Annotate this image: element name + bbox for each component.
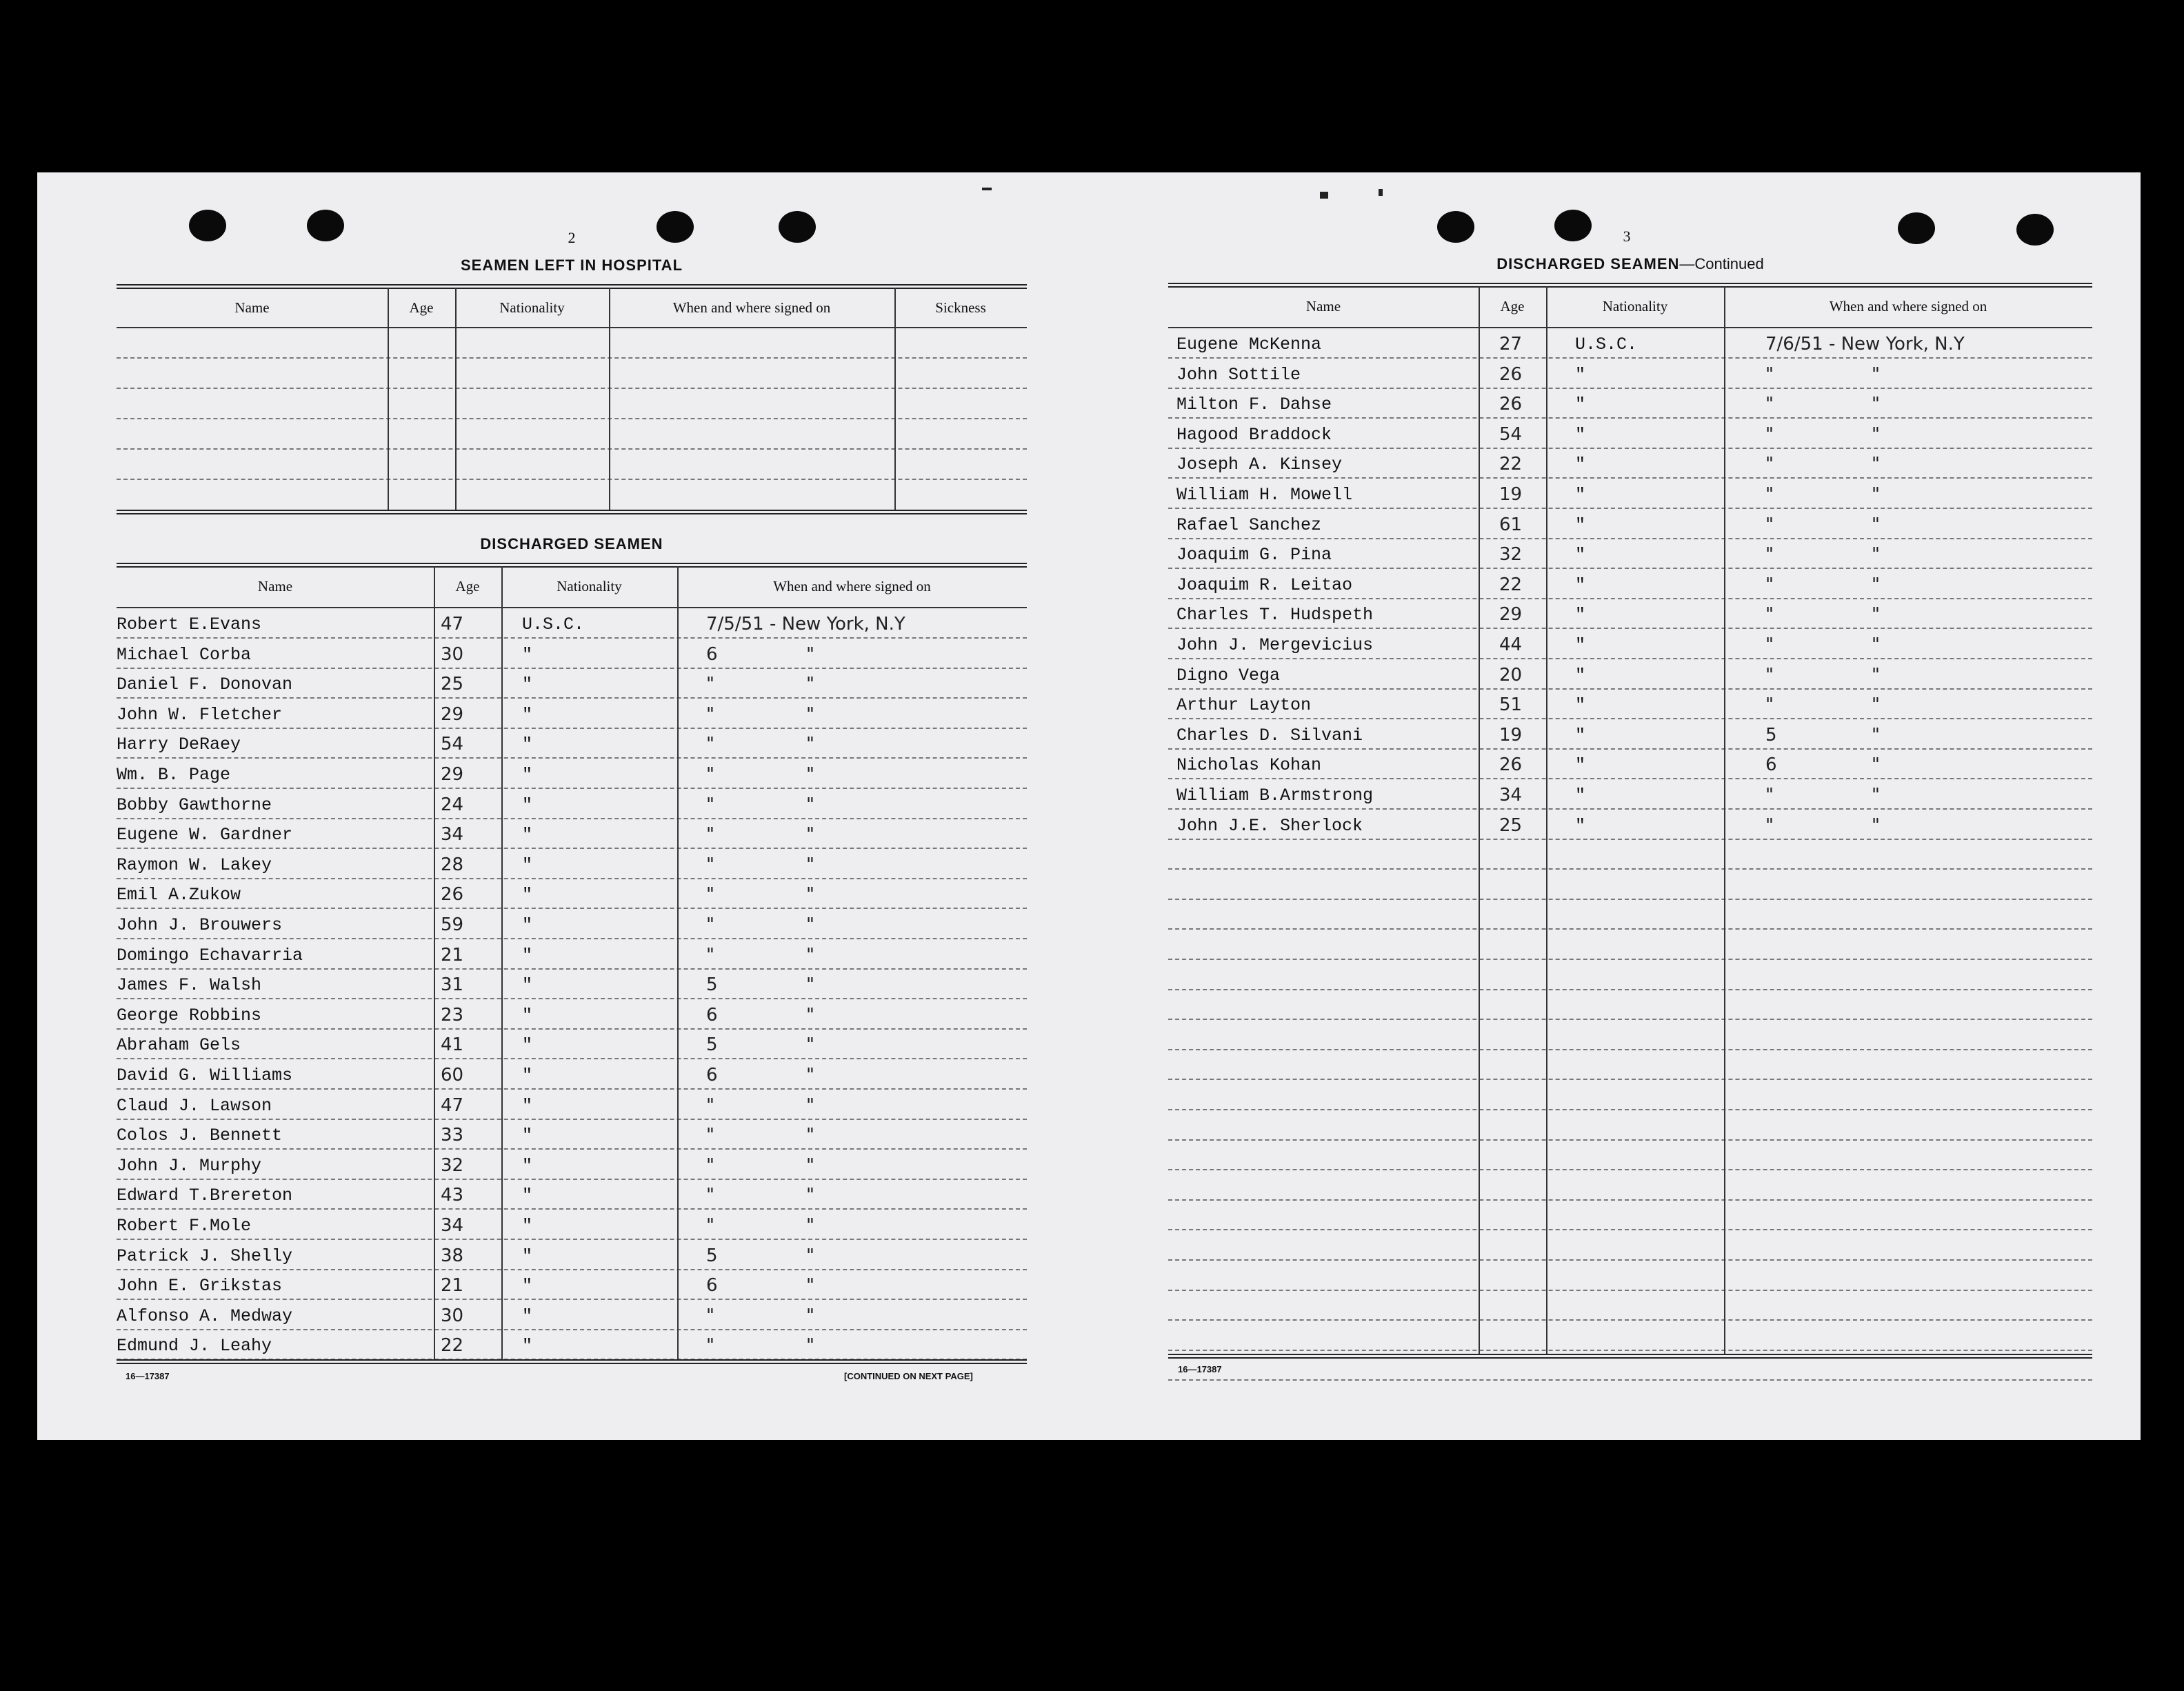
- signed-on-date: 7/6/51 - New York, N.Y: [1765, 334, 1965, 354]
- seaman-nationality: ": [522, 1185, 533, 1206]
- signed-on-date: ": [706, 1094, 714, 1116]
- signed-on-place: ": [806, 1215, 814, 1236]
- seaman-nationality: ": [1575, 786, 1586, 806]
- seaman-age: 26: [1499, 363, 1523, 385]
- seaman-nationality: ": [522, 825, 533, 846]
- seaman-nationality: ": [522, 734, 533, 755]
- seaman-age: 34: [1499, 785, 1523, 806]
- page-number-left: 2: [568, 229, 576, 246]
- seaman-name: Digno Vega: [1176, 665, 1281, 686]
- seaman-name: John J. Murphy: [117, 1155, 262, 1176]
- seaman-name: Arthur Layton: [1176, 695, 1312, 716]
- table-row: [117, 728, 1027, 757]
- seaman-age: 25: [441, 674, 464, 695]
- table-row: [117, 1090, 1027, 1119]
- seaman-age: 24: [441, 794, 464, 815]
- signed-on-date: ": [1765, 785, 1774, 806]
- punch-hole: [307, 210, 344, 241]
- seaman-nationality: ": [522, 644, 533, 665]
- seaman-age: 23: [441, 1004, 464, 1025]
- discharged-table-right: [1168, 283, 2092, 1362]
- seaman-name: James F. Walsh: [117, 975, 262, 996]
- table-row: [117, 819, 1027, 848]
- seaman-age: 22: [1499, 454, 1523, 475]
- header-signed-on: When and where signed on: [672, 299, 831, 316]
- signed-on-date: ": [706, 794, 714, 815]
- signed-on-place: ": [1872, 634, 1880, 655]
- seaman-age: 26: [1499, 754, 1523, 776]
- table-row: [117, 1059, 1027, 1088]
- seaman-name: Milton F. Dahse: [1176, 394, 1332, 415]
- signed-on-place: ": [806, 974, 814, 996]
- table-row: [1168, 509, 2092, 538]
- seaman-name: Joaquim G. Pina: [1176, 545, 1332, 566]
- seaman-name: George Robbins: [117, 1005, 262, 1025]
- signed-on-date: ": [706, 703, 714, 725]
- table-row: [117, 999, 1027, 1028]
- signed-on-date: ": [1765, 634, 1774, 655]
- continued-note: [CONTINUED ON NEXT PAGE]: [844, 1371, 973, 1381]
- table-row: [117, 939, 1027, 968]
- seaman-name: Raymon W. Lakey: [117, 854, 272, 875]
- seaman-name: Daniel F. Donovan: [117, 674, 293, 695]
- signed-on-date: 6: [706, 643, 718, 665]
- discharged-continued-title: [1168, 255, 2092, 273]
- seaman-age: 22: [441, 1335, 464, 1357]
- table-row: [117, 1119, 1027, 1148]
- seaman-name: Edward T.Brereton: [117, 1185, 293, 1206]
- table-row: [1168, 328, 2092, 357]
- seaman-name: Eugene W. Gardner: [117, 825, 293, 846]
- seaman-name: Edmund J. Leahy: [117, 1336, 272, 1357]
- table-row: [117, 789, 1027, 818]
- table-row: [117, 1210, 1027, 1239]
- title-text: DISCHARGED SEAMEN: [1496, 255, 1680, 272]
- signed-on-place: ": [1872, 423, 1880, 445]
- seaman-nationality: ": [1575, 394, 1586, 415]
- seaman-nationality: ": [1575, 485, 1586, 505]
- seaman-nationality: ": [522, 915, 533, 935]
- seaman-age: 61: [1499, 514, 1523, 535]
- signed-on-date: ": [1765, 664, 1774, 686]
- seaman-age: 47: [441, 1094, 464, 1116]
- seaman-nationality: ": [522, 854, 533, 875]
- seaman-name: Robert F.Mole: [117, 1216, 252, 1236]
- seaman-age: 32: [1499, 544, 1523, 566]
- header-nationality: Nationality: [499, 299, 565, 316]
- seaman-age: 33: [441, 1125, 464, 1146]
- seaman-nationality: ": [522, 674, 533, 695]
- smudge-mark: [1320, 192, 1328, 199]
- seaman-nationality: ": [1575, 665, 1586, 686]
- signed-on-date: 5: [706, 974, 718, 996]
- signed-on-place: ": [1872, 394, 1880, 415]
- document-sheet: [37, 172, 2141, 1440]
- seaman-name: John J. Mergevicius: [1176, 635, 1374, 655]
- seaman-age: 54: [441, 734, 464, 755]
- signed-on-date: ": [706, 1215, 714, 1236]
- seaman-name: Charles T. Hudspeth: [1176, 605, 1374, 626]
- table-row: [117, 1240, 1027, 1269]
- seaman-nationality: ": [1575, 424, 1586, 445]
- seaman-name: Wm. B. Page: [117, 765, 231, 785]
- table-row: [1168, 779, 2092, 808]
- seaman-nationality: ": [1575, 364, 1586, 385]
- seaman-nationality: ": [522, 794, 533, 815]
- table-row: [1168, 599, 2092, 628]
- table-row: [117, 1150, 1027, 1179]
- seaman-age: 30: [441, 643, 464, 665]
- seaman-nationality: ": [1575, 454, 1586, 475]
- signed-on-date: 6: [706, 1065, 718, 1085]
- seaman-nationality: ": [1575, 514, 1586, 535]
- header-nationality: Nationality: [557, 578, 622, 594]
- page-number-right: 3: [1623, 228, 1631, 245]
- seaman-name: Robert E.Evans: [117, 614, 262, 634]
- signed-on-date: ": [706, 944, 714, 965]
- seaman-nationality: ": [522, 885, 533, 905]
- seaman-age: 25: [1499, 814, 1523, 836]
- seaman-age: 34: [441, 824, 464, 846]
- seaman-nationality: ": [522, 1216, 533, 1236]
- table-row: [117, 969, 1027, 998]
- table-row: [117, 849, 1027, 878]
- seaman-age: 60: [441, 1065, 464, 1085]
- signed-on-date: ": [1765, 574, 1774, 595]
- signed-on-date: ": [706, 734, 714, 755]
- seaman-nationality: ": [1575, 605, 1586, 626]
- signed-on-date: ": [706, 674, 714, 695]
- signed-on-place: ": [1872, 724, 1880, 746]
- seaman-name: Rafael Sanchez: [1176, 514, 1322, 535]
- seaman-nationality: ": [522, 1125, 533, 1146]
- signed-on-place: ": [1872, 363, 1880, 385]
- signed-on-place: ": [1872, 814, 1880, 836]
- seaman-age: 29: [441, 764, 464, 785]
- signed-on-place: ": [1872, 544, 1880, 566]
- signed-on-place: ": [1872, 694, 1880, 716]
- signed-on-place: ": [806, 1245, 814, 1266]
- signed-on-date: 5: [706, 1245, 718, 1266]
- signed-on-place: ": [806, 703, 814, 725]
- signed-on-place: ": [806, 944, 814, 965]
- signed-on-place: ": [1872, 785, 1880, 806]
- table-row: [1168, 479, 2092, 508]
- signed-on-place: ": [806, 914, 814, 935]
- seaman-name: Harry DeRaey: [117, 734, 241, 755]
- seaman-nationality: ": [522, 975, 533, 996]
- signed-on-date: ": [1765, 484, 1774, 505]
- seaman-age: 31: [441, 974, 464, 996]
- seaman-nationality: ": [522, 945, 533, 965]
- signed-on-place: ": [806, 1305, 814, 1326]
- seaman-name: Emil A.Zukow: [117, 885, 241, 905]
- signed-on-place: ": [1872, 574, 1880, 595]
- signed-on-date: 7/5/51 - New York, N.Y: [706, 614, 905, 634]
- table-row: [117, 668, 1027, 697]
- seaman-age: 21: [441, 944, 464, 965]
- seaman-name: Charles D. Silvani: [1176, 725, 1363, 746]
- signed-on-date: ": [706, 854, 714, 875]
- seaman-name: Domingo Echavarria: [117, 945, 303, 965]
- seaman-name: Joaquim R. Leitao: [1176, 574, 1353, 595]
- table-row: [1168, 419, 2092, 448]
- seaman-name: William H. Mowell: [1176, 485, 1353, 505]
- signed-on-place: ": [1872, 754, 1880, 776]
- table-row: [117, 879, 1027, 908]
- seaman-name: Michael Corba: [117, 644, 252, 665]
- seaman-nationality: ": [522, 1095, 533, 1116]
- seaman-nationality: ": [522, 1336, 533, 1357]
- seaman-name: Abraham Gels: [117, 1035, 241, 1056]
- seaman-nationality: ": [522, 1065, 533, 1085]
- signed-on-place: ": [806, 674, 814, 695]
- title-suffix: —Continued: [1679, 255, 1764, 272]
- hospital-section-title: SEAMEN LEFT IN HOSPITAL: [460, 257, 683, 274]
- seaman-age: 28: [441, 854, 464, 875]
- table-row: [1168, 629, 2092, 658]
- table-row: [117, 639, 1027, 668]
- seaman-age: 27: [1499, 334, 1523, 354]
- table-row: [1168, 749, 2092, 778]
- seaman-name: Eugene McKenna: [1176, 334, 1322, 354]
- signed-on-place: ": [806, 854, 814, 875]
- seaman-name: John J.E. Sherlock: [1176, 815, 1363, 836]
- header-signed-on: When and where signed on: [1829, 298, 1987, 314]
- table-row: [1168, 719, 2092, 748]
- punch-hole: [189, 210, 226, 241]
- table-row: [1168, 659, 2092, 688]
- signed-on-date: ": [706, 884, 714, 905]
- seaman-age: 47: [441, 614, 464, 634]
- seaman-nationality: ": [1575, 725, 1586, 746]
- form-number-left: 16—17387: [126, 1371, 170, 1381]
- seaman-nationality: U.S.C.: [522, 614, 585, 634]
- table-row: [1168, 569, 2092, 598]
- table-row: [117, 909, 1027, 938]
- signed-on-place: ": [806, 764, 814, 785]
- seaman-nationality: ": [522, 704, 533, 725]
- signed-on-date: ": [1765, 604, 1774, 626]
- table-row: [1168, 359, 2092, 388]
- seaman-name: Bobby Gawthorne: [117, 794, 272, 815]
- signed-on-date: 6: [706, 1275, 718, 1297]
- signed-on-date: ": [706, 1335, 714, 1357]
- seaman-age: 44: [1499, 634, 1523, 655]
- table-row: [117, 1179, 1027, 1208]
- table-row: [117, 608, 1027, 637]
- signed-on-place: ": [806, 1065, 814, 1085]
- header-sickness: Sickness: [935, 299, 986, 316]
- signed-on-place: ": [806, 824, 814, 846]
- header-signed-on: When and where signed on: [773, 578, 931, 594]
- seaman-nationality: ": [1575, 815, 1586, 836]
- header-name: Name: [1305, 298, 1341, 314]
- signed-on-date: 6: [706, 1004, 718, 1025]
- table-row: [1168, 388, 2092, 417]
- header-age: Age: [1500, 298, 1525, 314]
- seaman-nationality: ": [522, 1155, 533, 1176]
- seaman-nationality: ": [1575, 695, 1586, 716]
- punch-hole: [779, 211, 816, 243]
- seaman-age: 21: [441, 1275, 464, 1297]
- form-number-right: 16—17387: [1178, 1364, 1222, 1374]
- discharged-section-title: DISCHARGED SEAMEN: [480, 535, 663, 552]
- seaman-nationality: ": [522, 1245, 533, 1266]
- seaman-name: Joseph A. Kinsey: [1176, 454, 1343, 475]
- seaman-age: 29: [441, 703, 464, 725]
- punch-hole: [1898, 212, 1935, 244]
- table-row: [117, 1270, 1027, 1299]
- seaman-age: 19: [1499, 724, 1523, 746]
- seaman-name: Claud J. Lawson: [117, 1095, 272, 1116]
- smudge-mark: [1379, 189, 1383, 196]
- seaman-nationality: U.S.C.: [1575, 334, 1638, 354]
- seaman-age: 19: [1499, 484, 1523, 505]
- signed-on-date: ": [706, 1185, 714, 1206]
- seaman-name: Colos J. Bennett: [117, 1125, 283, 1146]
- signed-on-date: ": [1765, 694, 1774, 716]
- seaman-age: 29: [1499, 604, 1523, 626]
- signed-on-date: ": [1765, 363, 1774, 385]
- seaman-age: 34: [441, 1215, 464, 1236]
- signed-on-date: ": [706, 824, 714, 846]
- signed-on-date: 5: [706, 1034, 718, 1056]
- seaman-age: 59: [441, 914, 464, 935]
- signed-on-place: ": [1872, 514, 1880, 535]
- signed-on-date: 6: [1765, 754, 1777, 776]
- signed-on-place: ": [806, 1275, 814, 1297]
- signed-on-place: ": [806, 1154, 814, 1176]
- table-row: [1168, 689, 2092, 718]
- header-nationality: Nationality: [1602, 298, 1668, 314]
- signed-on-date: ": [706, 914, 714, 935]
- signed-on-place: ": [806, 1034, 814, 1056]
- signed-on-place: ": [806, 734, 814, 755]
- signed-on-place: ": [1872, 604, 1880, 626]
- seaman-age: 38: [441, 1245, 464, 1266]
- signed-on-date: ": [706, 764, 714, 785]
- seaman-name: John Sottile: [1176, 364, 1301, 385]
- punch-hole: [1554, 210, 1592, 241]
- table-row: [1168, 539, 2092, 568]
- table-row: [117, 699, 1027, 728]
- signed-on-date: ": [706, 1154, 714, 1176]
- header-age: Age: [409, 299, 434, 316]
- seaman-name: Alfonso A. Medway: [117, 1305, 293, 1326]
- signed-on-date: 5: [1765, 724, 1777, 746]
- table-row: [117, 1330, 1027, 1359]
- seaman-nationality: ": [1575, 545, 1586, 566]
- punch-hole: [1437, 211, 1474, 243]
- seaman-name: William B.Armstrong: [1176, 786, 1374, 806]
- signed-on-place: ": [806, 1004, 814, 1025]
- table-row: [1168, 448, 2092, 477]
- seaman-nationality: ": [522, 1276, 533, 1297]
- seaman-nationality: ": [1575, 574, 1586, 595]
- signed-on-place: ": [1872, 484, 1880, 505]
- signed-on-place: ": [1872, 454, 1880, 475]
- seaman-age: 43: [441, 1185, 464, 1206]
- table-row: [117, 1300, 1027, 1329]
- seaman-age: 26: [1499, 394, 1523, 415]
- seaman-age: 41: [441, 1034, 464, 1056]
- signed-on-place: ": [806, 1125, 814, 1146]
- signed-on-place: ": [806, 884, 814, 905]
- seaman-nationality: ": [1575, 635, 1586, 655]
- header-name: Name: [234, 299, 270, 316]
- seaman-name: John E. Grikstas: [117, 1276, 283, 1297]
- seaman-name: David G. Williams: [117, 1065, 293, 1085]
- seaman-nationality: ": [1575, 755, 1586, 776]
- seaman-name: Hagood Braddock: [1176, 424, 1332, 445]
- signed-on-date: ": [1765, 514, 1774, 535]
- seaman-age: 54: [1499, 423, 1523, 445]
- seaman-name: John J. Brouwers: [117, 915, 283, 935]
- header-age: Age: [455, 578, 480, 594]
- seaman-age: 22: [1499, 574, 1523, 595]
- table-row: [117, 1029, 1027, 1058]
- signed-on-date: ": [1765, 454, 1774, 475]
- signed-on-date: ": [1765, 394, 1774, 415]
- signed-on-place: ": [1872, 664, 1880, 686]
- signed-on-place: ": [806, 643, 814, 665]
- signed-on-date: ": [1765, 423, 1774, 445]
- header-name: Name: [257, 578, 293, 594]
- punch-hole: [2016, 214, 2054, 246]
- seaman-age: 30: [441, 1305, 464, 1326]
- hospital-table: [117, 284, 1027, 516]
- signed-on-place: ": [806, 794, 814, 815]
- signed-on-date: ": [1765, 544, 1774, 566]
- seaman-nationality: ": [522, 1005, 533, 1025]
- seaman-name: Nicholas Kohan: [1176, 755, 1322, 776]
- seaman-nationality: ": [522, 1305, 533, 1326]
- signed-on-date: ": [706, 1305, 714, 1326]
- signed-on-place: ": [806, 1185, 814, 1206]
- seaman-age: 26: [441, 884, 464, 905]
- seaman-age: 20: [1499, 664, 1523, 686]
- table-row: [117, 759, 1027, 788]
- table-row: [1168, 810, 2092, 839]
- signed-on-place: ": [806, 1335, 814, 1357]
- seaman-name: Patrick J. Shelly: [117, 1245, 293, 1266]
- seaman-nationality: ": [522, 1035, 533, 1056]
- discharged-table-left: [117, 563, 1027, 1367]
- signed-on-date: ": [706, 1125, 714, 1146]
- seaman-age: 51: [1499, 694, 1523, 716]
- punch-hole: [657, 211, 694, 243]
- signed-on-date: ": [1765, 814, 1774, 836]
- signed-on-place: ": [806, 1094, 814, 1116]
- seaman-nationality: ": [522, 765, 533, 785]
- seaman-name: John W. Fletcher: [117, 704, 283, 725]
- seaman-age: 32: [441, 1154, 464, 1176]
- smudge-mark: [982, 188, 992, 190]
